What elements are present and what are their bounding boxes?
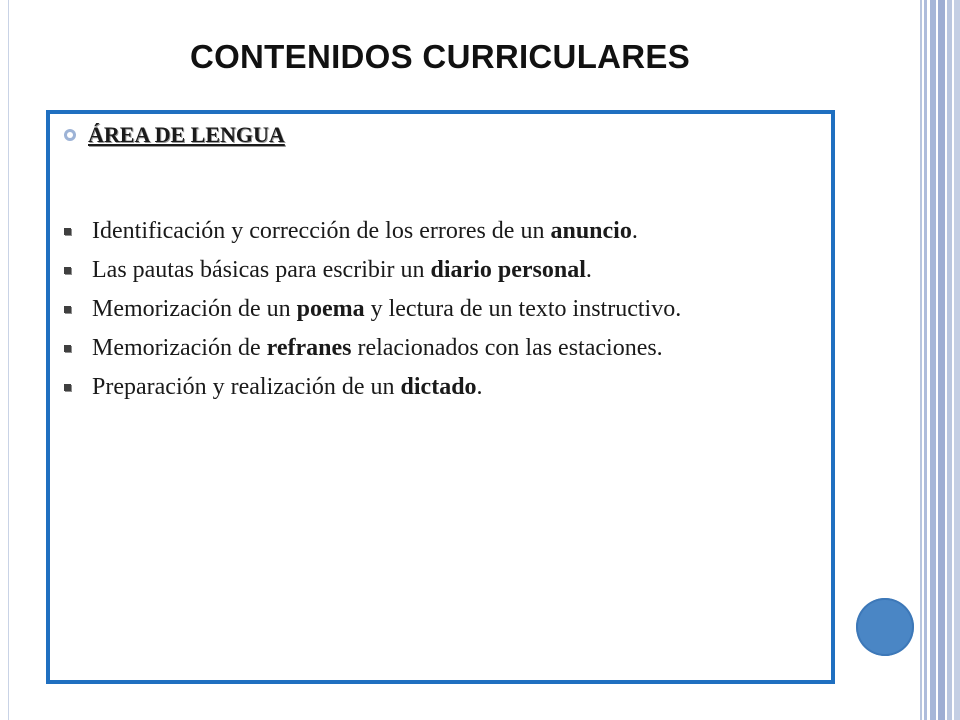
item-text: Memorización de (92, 335, 267, 361)
left-edge-rule (8, 0, 9, 720)
item-text: Las pautas básicas para escribir un (92, 257, 431, 283)
blue-circle-decoration (856, 598, 914, 656)
list-item (62, 216, 802, 246)
item-text: . (631, 218, 638, 244)
list-item (62, 255, 802, 285)
item-keyword: poema (296, 296, 365, 322)
item-keyword: diario personal (430, 257, 586, 283)
square-bullet-icon (64, 345, 71, 352)
right-edge-stripes (918, 0, 960, 720)
item-text: . (585, 257, 592, 283)
item-text: Preparación y realización de un (92, 374, 401, 400)
item-text: y lectura de un texto instructivo. (364, 296, 682, 322)
section-heading: ÁREA DE LENGUA (88, 122, 285, 147)
item-keyword: anuncio (550, 218, 632, 244)
list-item (62, 372, 802, 402)
list-item (62, 294, 802, 324)
square-bullet-icon (64, 267, 71, 274)
item-keyword: dictado (400, 374, 477, 400)
square-bullet-icon (64, 384, 71, 391)
square-bullet-icon (64, 228, 71, 235)
square-bullet-icon (64, 306, 71, 313)
list-item (62, 333, 802, 363)
content-box (46, 110, 835, 684)
item-text: Memorización de un (92, 296, 297, 322)
item-text: . (476, 374, 483, 400)
circle-bullet-icon (64, 129, 76, 141)
item-text: relacionados con las estaciones. (351, 335, 663, 361)
item-keyword: refranes (266, 335, 352, 361)
item-text: Identificación y corrección de los errores de un (92, 218, 551, 244)
slide-title: CONTENIDOS CURRICULARES (189, 38, 691, 75)
content-list (62, 216, 802, 411)
section-heading-row (64, 122, 285, 148)
